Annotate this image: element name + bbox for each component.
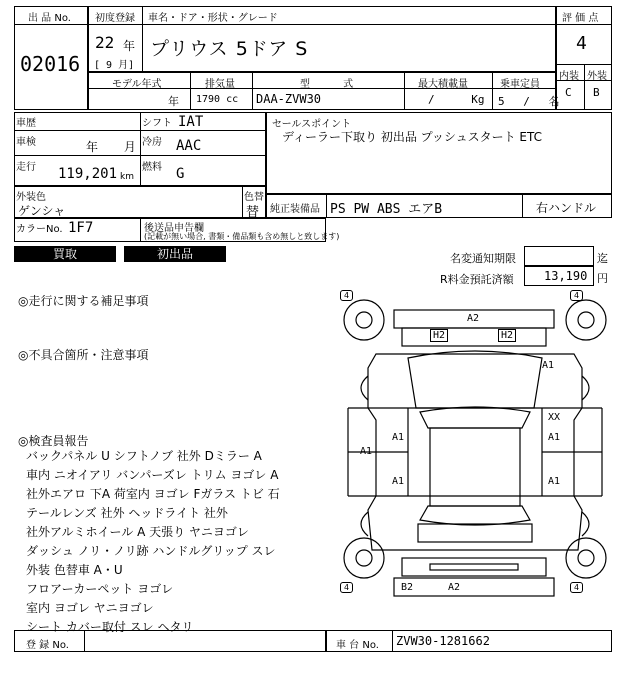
hub-front-left xyxy=(356,312,372,328)
exterior-label: 外装 xyxy=(587,71,607,82)
tyre-label-rr-text: 4 xyxy=(574,583,580,592)
driving-notes-title: ◎走行に関する補足事項 xyxy=(18,294,149,308)
tyre-label-rr xyxy=(570,582,583,593)
docs-label: 後送品申告欄 xyxy=(144,223,204,234)
report-line: 車内 ニオイアリ バンパーズレ トリム ヨゴレ A xyxy=(26,468,279,482)
divider xyxy=(142,6,143,72)
report-line: テールレンズ 社外 ヘッドライト 社外 xyxy=(26,506,228,520)
hub-rear-left xyxy=(356,550,372,566)
windshield xyxy=(420,407,530,428)
roof-panel xyxy=(430,428,520,506)
badge-first-listing: 初出品 xyxy=(124,246,226,262)
sales-text: ディーラー下取り 初出品 プッシュスタート ETC xyxy=(282,130,542,144)
repaint-label: 色替 xyxy=(244,192,264,203)
color-value: ゲンシャ xyxy=(18,204,66,218)
recycle-value: 13,190 xyxy=(544,269,588,283)
tyre-label-fr xyxy=(570,290,583,301)
interior-grade: C xyxy=(565,86,572,99)
color-no-label: カラーNo. xyxy=(16,224,63,235)
divider xyxy=(556,24,612,25)
defects-title: ◎不具合箇所・注意事項 xyxy=(18,348,149,362)
displacement-label: 排気量 xyxy=(205,79,235,90)
divider xyxy=(522,194,523,218)
car-damage-diagram xyxy=(338,288,612,614)
damage-mark: A1 xyxy=(360,446,373,457)
divider xyxy=(140,112,141,186)
equip-value: PS PW ABS エアB xyxy=(330,202,443,217)
divider xyxy=(492,72,493,110)
trunk-panel xyxy=(418,524,532,542)
damage-mark: A1 xyxy=(392,432,405,443)
tyre-label-fr-text: 4 xyxy=(574,291,580,300)
chassis-label: 車 台 No. xyxy=(336,640,379,651)
hub-rear-right xyxy=(578,550,594,566)
mileage-value: 119,201 xyxy=(58,166,118,182)
ac-label: 冷房 xyxy=(142,137,162,148)
chassis-value: ZVW30-1281662 xyxy=(396,634,490,648)
damage-mark: A2 xyxy=(448,582,461,593)
divider xyxy=(140,218,141,242)
plate-area xyxy=(430,564,518,570)
mileage-unit: km xyxy=(120,172,134,182)
rear-bumper-upper xyxy=(402,558,546,576)
report-line: 社外アルミホイール A 天張り ヤニヨゴレ xyxy=(26,525,249,539)
divider xyxy=(84,630,85,652)
tyre-front-left xyxy=(344,300,384,340)
divider xyxy=(252,72,253,110)
front-grill-panel xyxy=(402,328,546,346)
mileage-label: 走行 xyxy=(16,162,36,173)
first-reg-year: 22 xyxy=(95,33,115,52)
report-line: 社外エアロ 下A 荷室内 ヨゴレ Fガラス トビ 石 xyxy=(26,487,280,501)
model-year-label: モデル年式 xyxy=(112,79,162,90)
model-year-unit: 年 xyxy=(168,95,179,108)
fuel-value: G xyxy=(176,166,185,182)
damage-mark: A1 xyxy=(392,476,405,487)
lot-label: 出 品 No. xyxy=(28,13,71,24)
exterior-grade: B xyxy=(593,86,600,99)
history-label: 車歴 xyxy=(16,118,36,129)
inspection-value: 年 月 xyxy=(86,140,136,154)
sales-label: セールスポイント xyxy=(272,119,352,130)
interior-label: 内装 xyxy=(559,71,579,82)
divider xyxy=(392,630,393,652)
displacement-value: 1790 cc xyxy=(196,94,239,105)
score-value: 4 xyxy=(576,33,587,54)
divider xyxy=(326,194,327,218)
load-value: / Kg xyxy=(428,93,485,106)
ac-value: AAC xyxy=(176,138,202,154)
shift-value: IAT xyxy=(178,114,204,130)
tyre-label-fl xyxy=(340,290,353,301)
first-reg-label: 初度登録 xyxy=(95,13,135,24)
equip-label: 純正装備品 xyxy=(270,204,320,215)
load-label: 最大積載量 xyxy=(418,79,468,90)
capacity-value: 5 / 名 xyxy=(498,95,560,108)
color-no-value: 1F7 xyxy=(68,220,94,236)
lot-number: 02016 xyxy=(20,52,81,76)
tyre-label-rl xyxy=(340,582,353,593)
damage-mark: H2 xyxy=(498,329,516,342)
report-line: フロアーカーペット ヨゴレ xyxy=(26,582,174,596)
tyre-label-fl-text: 4 xyxy=(344,291,350,300)
car-name-label: 車名・ドア・形状・グレード xyxy=(148,13,278,24)
damage-mark: XX xyxy=(548,412,561,423)
divider xyxy=(14,24,88,25)
tyre-rear-right xyxy=(566,538,606,578)
notice-unit: 迄 xyxy=(597,252,608,265)
notice-box xyxy=(524,246,594,266)
capacity-label: 乗車定員 xyxy=(500,79,540,90)
notice-label: 名変通知期限 xyxy=(450,252,516,265)
color-label: 外装色 xyxy=(16,192,46,203)
year-unit: 年 xyxy=(123,39,136,53)
inspection-label: 車検 xyxy=(16,137,36,148)
hub-front-right xyxy=(578,312,594,328)
type-label: 型 式 xyxy=(300,79,354,90)
fuel-label: 燃料 xyxy=(142,162,162,173)
report-line: バックパネル U シフトノブ 社外 Dミラー A xyxy=(26,449,262,463)
type-value: DAA-ZVW30 xyxy=(256,92,322,106)
damage-mark: H2 xyxy=(430,329,448,342)
docs-note: (記載が無い場合, 書類・備品類も含め無しと致します) xyxy=(144,232,340,241)
tyre-rear-left xyxy=(344,538,384,578)
report-line: 室内 ヨゴレ ヤニヨゴレ xyxy=(26,601,154,615)
report-line: 外装 色替車 A・U xyxy=(26,563,123,577)
car-name: プリウス 5ドア S xyxy=(150,38,309,60)
divider xyxy=(404,72,405,110)
damage-mark: A2 xyxy=(467,313,480,324)
report-line: ダッシュ ノリ・ノリ跡 ハンドルグリップ スレ xyxy=(26,544,276,558)
divider xyxy=(584,64,585,110)
shift-label: シフト xyxy=(142,118,172,129)
reg-no-label: 登 録 No. xyxy=(26,640,69,651)
report-line: シート カバー取付 スレ ヘタリ xyxy=(26,620,194,634)
hood-panel xyxy=(408,351,542,408)
divider xyxy=(190,72,191,110)
inspector-report-title: ◎検査員報告 xyxy=(18,434,89,448)
rear-bumper-lower xyxy=(394,578,554,596)
damage-mark: A1 xyxy=(548,432,561,443)
divider xyxy=(88,24,556,25)
damage-mark: B2 xyxy=(401,582,414,593)
recycle-label: R料金預託済額 xyxy=(440,273,514,286)
badge-kaitori: 買取 xyxy=(14,246,116,262)
tyre-label-rl-text: 4 xyxy=(344,583,350,592)
score-label: 評 価 点 xyxy=(562,13,599,24)
steering-value: 右ハンドル xyxy=(536,201,597,215)
repaint-value: 替 xyxy=(246,205,260,220)
divider xyxy=(242,186,243,218)
first-reg-month: [ 9 月] xyxy=(94,60,135,71)
recycle-unit: 円 xyxy=(597,272,608,285)
damage-mark: A1 xyxy=(542,360,555,371)
damage-mark: A1 xyxy=(548,476,561,487)
tyre-front-right xyxy=(566,300,606,340)
rear-window xyxy=(420,506,530,525)
